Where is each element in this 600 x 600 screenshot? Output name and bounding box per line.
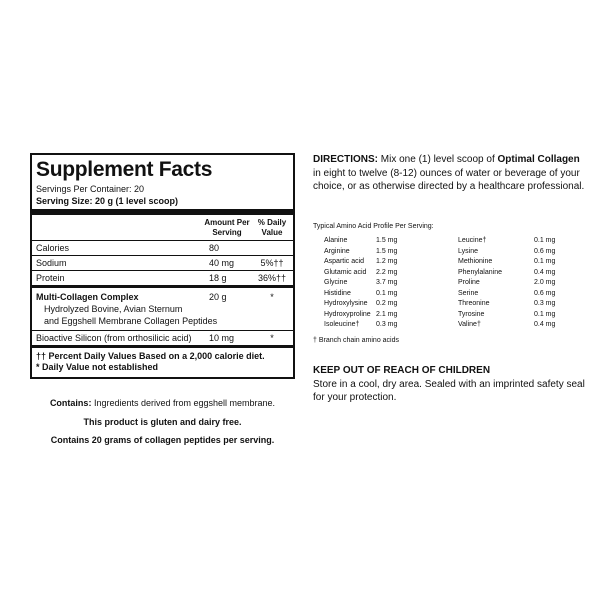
amino-name: Tyrosine	[458, 310, 485, 318]
amino-value: 0.4 mg	[534, 268, 556, 276]
list-item	[458, 236, 574, 247]
amino-value: 0.1 mg	[534, 310, 556, 318]
warning-title: KEEP OUT OF REACH OF CHILDREN	[313, 365, 491, 376]
storage-text: Store in a cool, dry area. Sealed with an imprinted safety seal for your protection.	[313, 378, 585, 403]
amino-value: 1.5 mg	[376, 247, 398, 255]
nutrient-dv: 5%††	[260, 258, 284, 268]
amino-name: Glutamic acid	[324, 268, 367, 276]
nutrient-amount: 80	[209, 243, 220, 253]
list-item	[324, 310, 416, 321]
amino-value: 1.2 mg	[376, 258, 398, 265]
amino-value: 0.6 mg	[534, 289, 556, 297]
complex-amount: 20 g	[209, 292, 227, 302]
amino-value: 0.3 mg	[534, 300, 556, 307]
amino-value: 0.2 mg	[376, 300, 398, 307]
amino-name: Alanine	[324, 237, 348, 244]
header-daily-value: % Daily Value	[257, 218, 287, 237]
nutrient-dv: 36%††	[257, 273, 287, 283]
directions-text: Mix one (1) level scoop of	[378, 154, 498, 165]
list-item	[324, 236, 416, 247]
nutrient-amount: 40 mg	[209, 258, 235, 268]
nutrient-dv	[255, 241, 289, 255]
amino-name: Hydroxyproline	[324, 310, 371, 318]
amino-value: 0.6 mg	[534, 247, 556, 255]
list-item	[324, 289, 416, 300]
serving-size: Serving Size: 20 g (1 level scoop)	[36, 196, 179, 206]
silicon-dv: *	[270, 333, 274, 343]
list-item	[458, 289, 574, 300]
amino-name: Aspartic acid	[324, 258, 365, 265]
list-item	[458, 247, 574, 258]
amino-name: Serine	[458, 289, 479, 297]
product-name: Optimal Collagen	[497, 154, 580, 165]
list-item	[458, 320, 574, 331]
amino-name: Leucine†	[458, 237, 487, 244]
amino-value: 1.5 mg	[376, 237, 398, 244]
nutrient-row-silicon	[32, 331, 293, 345]
amino-value: 0.1 mg	[534, 237, 556, 244]
amino-value: 2.1 mg	[376, 310, 398, 318]
amino-name: Proline	[458, 279, 480, 286]
amino-profile-title: Typical Amino Acid Profile Per Serving:	[313, 223, 434, 230]
list-item	[324, 278, 416, 289]
nutrient-row-sodium	[32, 256, 293, 271]
complex-dv: *	[270, 292, 274, 302]
list-item	[458, 278, 574, 289]
nutrient-name: Calories	[36, 243, 70, 253]
collagen-statement: Contains 20 grams of collagen peptides per serving.	[50, 435, 275, 445]
nutrient-amount: 18 g	[209, 273, 227, 283]
contains-statement	[30, 397, 295, 409]
nutrient-name: Sodium	[36, 258, 67, 268]
list-item	[458, 299, 574, 310]
gluten-statement: This product is gluten and dairy free.	[83, 417, 242, 427]
amino-value: 0.3 mg	[376, 321, 398, 328]
amino-value: 3.7 mg	[376, 279, 398, 286]
amino-name: Lysine	[458, 247, 478, 255]
list-item	[324, 247, 416, 258]
silicon-amount: 10 mg	[209, 333, 235, 343]
amino-name: Histidine	[324, 289, 351, 297]
list-item	[458, 310, 574, 321]
complex-name: Multi-Collagen Complex	[36, 292, 139, 302]
list-item	[324, 268, 416, 279]
supplement-facts-panel	[30, 153, 295, 379]
amino-name: Isoleucine†	[324, 321, 360, 328]
amino-value: 0.4 mg	[534, 321, 556, 328]
nutrient-row-protein	[32, 271, 293, 285]
amino-name: Phenylalanine	[458, 268, 502, 276]
column-header	[32, 215, 293, 241]
amino-value: 2.2 mg	[376, 268, 398, 276]
servings-per-container: Servings Per Container: 20	[36, 184, 145, 194]
warning-section	[313, 364, 585, 405]
directions-text: in eight to twelve (8-12) ounces of water or beverage of your choice, or as otherwise directed by a healthcare professional.	[313, 167, 585, 192]
amino-value: 0.1 mg	[376, 289, 398, 297]
amino-name: Methionine	[458, 258, 493, 265]
complex-line-2: and Eggshell Membrane Collagen Peptides	[44, 316, 218, 326]
amino-value: 0.1 mg	[534, 258, 556, 265]
panel-title: Supplement Facts	[36, 158, 213, 181]
list-item	[324, 320, 416, 331]
amino-name: Glycine	[324, 279, 348, 286]
list-item	[458, 268, 574, 279]
amino-name: Hydroxylysine	[324, 300, 368, 307]
silicon-name: Bioactive Silicon (from orthosilicic acid)	[36, 333, 192, 343]
amino-name: Threonine	[458, 300, 490, 307]
directions-label: DIRECTIONS:	[313, 154, 378, 165]
contains-text: Ingredients derived from eggshell membrane.	[91, 398, 276, 408]
list-item	[324, 257, 416, 268]
amino-value: 2.0 mg	[534, 279, 556, 286]
contains-label: Contains:	[49, 398, 92, 408]
multi-collagen-complex	[32, 288, 293, 331]
amino-footnote: † Branch chain amino acids	[313, 337, 399, 344]
nutrient-name: Protein	[36, 273, 65, 283]
amino-name: Arginine	[324, 247, 350, 255]
amino-list-right	[458, 236, 574, 331]
list-item	[458, 257, 574, 268]
complex-line-1: Hydrolyzed Bovine, Avian Sternum	[44, 304, 183, 314]
amino-name: Valine†	[458, 321, 481, 328]
footnote-daily-values: †† Percent Daily Values Based on a 2,000 calorie diet.	[36, 351, 265, 361]
list-item	[324, 299, 416, 310]
nutrient-row-calories	[32, 241, 293, 256]
amino-list-left	[324, 236, 416, 331]
header-amount: Amount Per Serving	[204, 218, 250, 237]
directions	[313, 153, 585, 194]
footnote-not-established: * Daily Value not established	[36, 362, 159, 372]
